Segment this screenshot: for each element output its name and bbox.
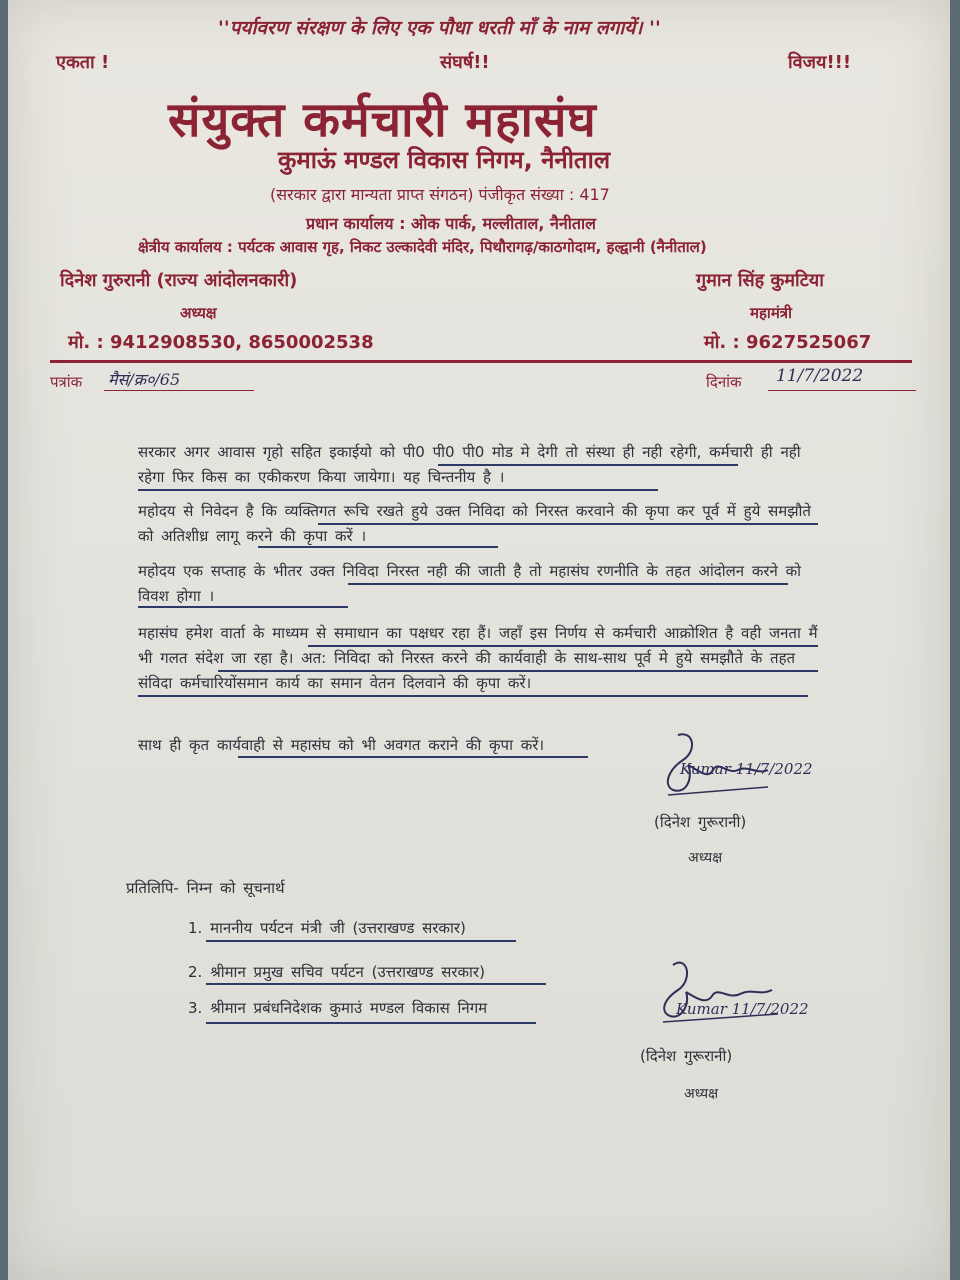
ref-value: मैसं/क्र०/65: [108, 370, 181, 389]
signature-2-text: Kumar 11/7/2022: [676, 1000, 809, 1018]
ink-underline: [238, 756, 588, 758]
ink-underline: [258, 546, 498, 548]
paragraph-3: महोदय एक सप्ताह के भीतर उक्त निविदा निरस्त नही की जाती है तो महासंघ रणनीति के तहत आंदोलन करने को विवश होगा ।: [138, 562, 802, 605]
motto-center: संघर्ष!!: [440, 52, 490, 73]
ink-underline: [308, 645, 818, 647]
date-label: दिनांक: [706, 373, 742, 391]
org-title: संयुक्त कर्मचारी महासंघ: [168, 92, 597, 148]
regional-office-line: क्षेत्रीय कार्यालय : पर्यटक आवास गृह, निकट उल्कादेवी मंदिर, पिथौरागढ़/काठगोदाम, हल्द्वानी (नैनीताल): [138, 238, 707, 256]
slogan: ''पर्यावरण संरक्षण के लिए एक पौधा धरती माँ के नाम लगायें। '': [218, 17, 661, 39]
letter-paper: [8, 0, 950, 1280]
copy-to-item-3: 3. श्रीमान प्रबंधनिदेशक कुमाउं मण्डल विकास निगम: [188, 999, 488, 1017]
signature-1-name: (दिनेश गुरूरानी): [654, 813, 747, 831]
ink-underline: [438, 464, 738, 466]
signature-1-title: अध्यक्ष: [688, 850, 723, 866]
signature-2-scrawl: [648, 950, 818, 1040]
copy-to-heading: प्रतिलिपि- निम्न को सूचनार्थ: [126, 879, 285, 897]
header-divider: [50, 360, 912, 363]
date-line: [768, 390, 916, 391]
motto-right: विजय!!!: [788, 52, 852, 73]
signature-1-text: Kumar 11/7/2022: [680, 760, 813, 778]
general-secretary-name: गुमान सिंह कुमटिया: [696, 270, 824, 291]
copy-to-item-2: 2. श्रीमान प्रमुख सचिव पर्यटन (उत्तराखण्ड सरकार): [188, 963, 485, 981]
copy-to-item-1: 1. माननीय पर्यटन मंत्री जी (उत्तराखण्ड सरकार): [188, 919, 466, 937]
signature-2-title: अध्यक्ष: [684, 1086, 719, 1102]
registration-line: (सरकार द्वारा मान्यता प्राप्त संगठन) पंजीकृत संख्या : 417: [270, 185, 610, 204]
ink-underline: [318, 523, 818, 525]
ink-underline: [348, 583, 788, 585]
ink-underline: [138, 489, 658, 491]
president-phone: मो. : 9412908530, 8650002538: [68, 332, 374, 353]
head-office-line: प्रधान कार्यालय : ओक पार्क, मल्लीताल, नैनीताल: [306, 214, 597, 233]
ink-underline: [206, 940, 516, 942]
ink-underline: [138, 695, 808, 697]
president-title: अध्यक्ष: [180, 304, 217, 322]
paragraph-4: महासंघ हमेश वार्ता के माध्यम से समाधान का पक्षधर रहा हैं। जहाँ इस निर्णय से कर्मचारी आक्रोशित है वही जनता मैं भी गलत संदेश जा रहा है। अत: निविदा को निरस्त करने की कार्यवाही के साथ-साथ पूर्व मे हुये समझौते के तहत संविदा कर्मचारियोंसमान कार्य का समान वेतन दिलवाने की कृपा करें।: [138, 624, 818, 692]
paragraph-2: महोदय से निवेदन है कि व्यक्तिगत रूचि रखते हुये उक्त निविदा को निरस्त करवाने की कृपा कर पूर्व में हुये समझौते को अतिशीध्र लागू करने की कृपा करें ।: [138, 502, 811, 545]
ink-underline: [138, 606, 348, 608]
paragraph-5: साथ ही कृत कार्यवाही से महासंघ को भी अवगत कराने की कृपा करें।: [138, 736, 545, 754]
general-secretary-title: महामंत्री: [750, 304, 792, 322]
ref-label: पत्रांक: [50, 373, 83, 391]
signature-2-name: (दिनेश गुरूरानी): [640, 1047, 733, 1065]
ink-underline: [218, 670, 818, 672]
general-secretary-phone: मो. : 9627525067: [704, 332, 872, 353]
date-value: 11/7/2022: [776, 366, 864, 386]
paragraph-1: सरकार अगर आवास गृहो सहित इकाईयो को पी0 पी0 पी0 मोड मे देगी तो संस्था ही नही रहेगी, कर्मचारी ही नही रहेगा फिर किस का एकीकरण किया जायेगा। यह चिन्तनीय है ।: [138, 443, 801, 486]
ref-line: [104, 390, 254, 391]
org-subtitle: कुमाऊं मण्डल विकास निगम, नैनीताल: [278, 146, 611, 174]
motto-left: एकता !: [56, 52, 110, 73]
ink-underline: [206, 983, 546, 985]
president-name: दिनेश गुरुरानी (राज्य आंदोलनकारी): [60, 270, 298, 291]
ink-underline: [206, 1022, 536, 1024]
